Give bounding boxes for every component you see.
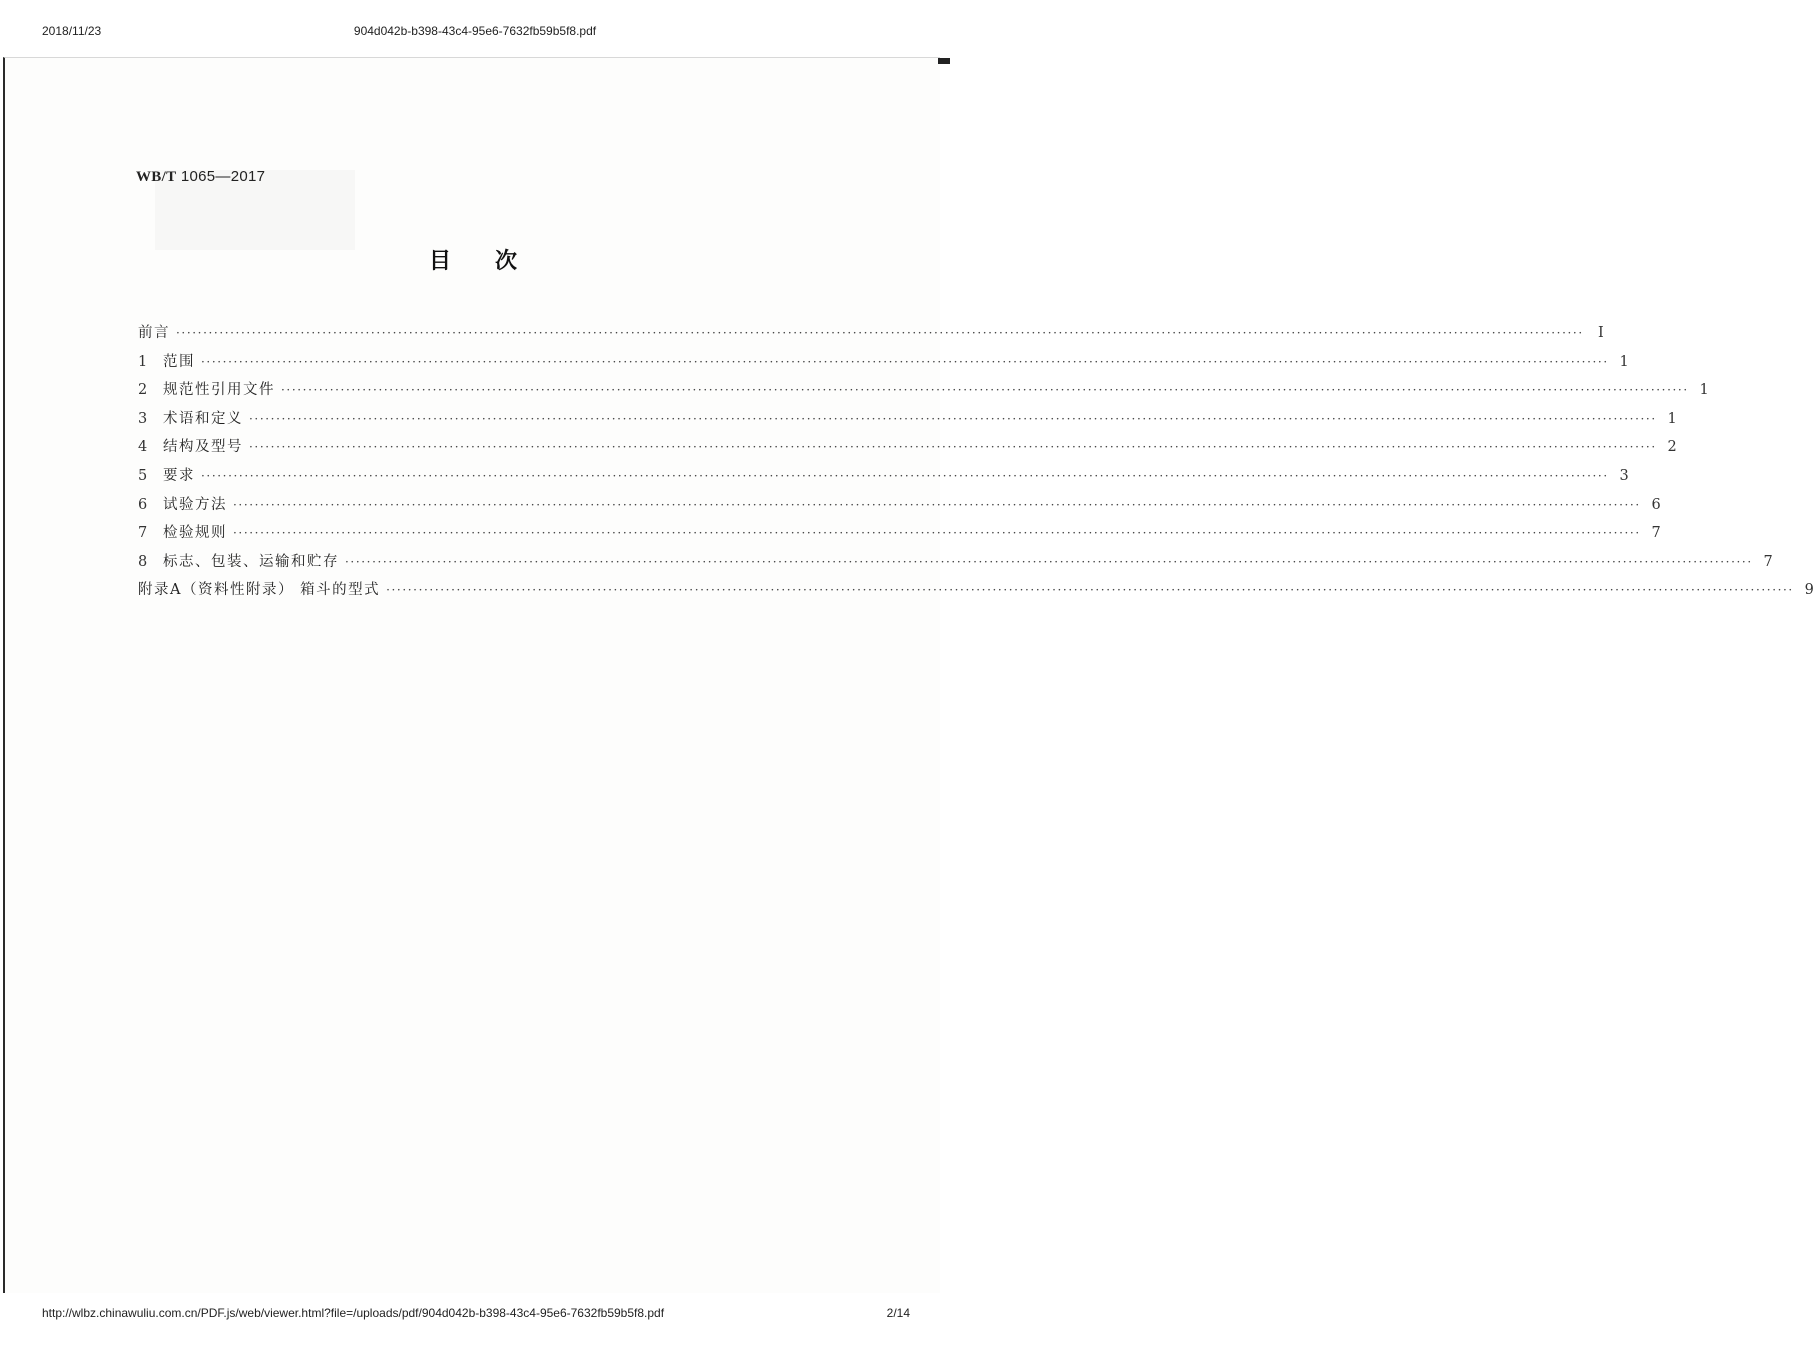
toc-entry[interactable] (138, 464, 1629, 493)
toc-entry-page: 7 (1763, 553, 1773, 570)
toc-leader-dots: ···································································································································································································································································· (201, 354, 1609, 369)
toc-entry-label: 规范性引用文件 (163, 382, 275, 399)
toc-entry-number: 5 (138, 467, 148, 484)
print-filename: 904d042b-b398-43c4-95e6-7632fb59b5f8.pdf (353, 24, 597, 38)
toc-entry[interactable] (138, 521, 1661, 550)
toc-entry[interactable] (138, 321, 1604, 350)
toc-entry-page: 1 (1619, 353, 1629, 370)
toc-entry-number: 8 (138, 553, 148, 570)
toc-leader-dots: ···································································································································································································································································· (233, 497, 1641, 512)
toc-entry[interactable] (138, 350, 1629, 379)
toc-entry-label: 结构及型号 (163, 439, 243, 456)
print-date: 2018/11/23 (42, 24, 102, 38)
toc-entry-number: 3 (138, 410, 148, 427)
toc-leader-dots: ···································································································································································································································································· (345, 554, 1753, 569)
print-url: http://wlbz.chinawuliu.com.cn/PDF.js/web/viewer.html?file=/uploads/pdf/904d042b-b398-43c4-95e6-7632fb59b5f8.pdf (42, 1306, 665, 1320)
toc-entry[interactable] (138, 550, 1773, 579)
toc-leader-dots: ···································································································································································································································································· (249, 411, 1657, 426)
toc-leader-dots: ···································································································································································································································································· (249, 440, 1657, 455)
toc-entry-label: 术语和定义 (163, 410, 243, 427)
toc-leader-dots: ···································································································································································································································································· (201, 468, 1609, 483)
toc-entry[interactable] (138, 493, 1661, 522)
scan-edge-mark (938, 58, 950, 64)
toc-leader-dots: ···································································································································································································································································· (386, 583, 1794, 598)
toc-entry-label: 附录A（资料性附录） 箱斗的型式 (138, 582, 381, 599)
toc-entry[interactable] (138, 578, 1814, 607)
toc-entry-page: 1 (1699, 382, 1709, 399)
toc-entry-page: 9 (1804, 582, 1814, 599)
toc-entry-label: 检验规则 (163, 525, 227, 542)
scanned-page (3, 57, 940, 1293)
toc-entry-number: 2 (138, 382, 148, 399)
toc-entry-page: 2 (1667, 439, 1677, 456)
toc-entry-page: 7 (1651, 525, 1661, 542)
table-of-contents (138, 321, 1814, 607)
toc-entry-label: 前言 (138, 325, 170, 341)
toc-entry-number: 6 (138, 496, 148, 513)
toc-entry[interactable] (138, 378, 1709, 407)
toc-entry-label: 要求 (163, 467, 195, 484)
standard-prefix: WB/T (136, 169, 177, 185)
toc-entry-number: 7 (138, 525, 148, 542)
toc-entry-label: 标志、包装、运输和贮存 (163, 553, 339, 570)
toc-entry-label: 试验方法 (163, 496, 227, 513)
toc-entry[interactable] (138, 407, 1677, 436)
toc-entry-page: I (1598, 325, 1604, 341)
toc-entry[interactable] (138, 435, 1677, 464)
print-header (0, 24, 950, 44)
toc-entry-page: 6 (1651, 496, 1661, 513)
toc-title: 目次 (428, 249, 561, 274)
toc-entry-number: 4 (138, 439, 148, 456)
toc-entry-page: 1 (1667, 410, 1677, 427)
toc-entry-number: 1 (138, 353, 148, 370)
toc-leader-dots: ···································································································································································································································································· (176, 326, 1584, 340)
toc-leader-dots: ···································································································································································································································································· (281, 383, 1689, 398)
print-page-counter: 2/14 (886, 1306, 910, 1320)
toc-entry-label: 范围 (163, 353, 195, 370)
standard-number (136, 168, 265, 186)
toc-entry-page: 3 (1619, 467, 1629, 484)
print-footer (0, 1306, 950, 1326)
toc-leader-dots: ···································································································································································································································································· (233, 526, 1641, 541)
standard-code: 1065—2017 (180, 168, 266, 185)
